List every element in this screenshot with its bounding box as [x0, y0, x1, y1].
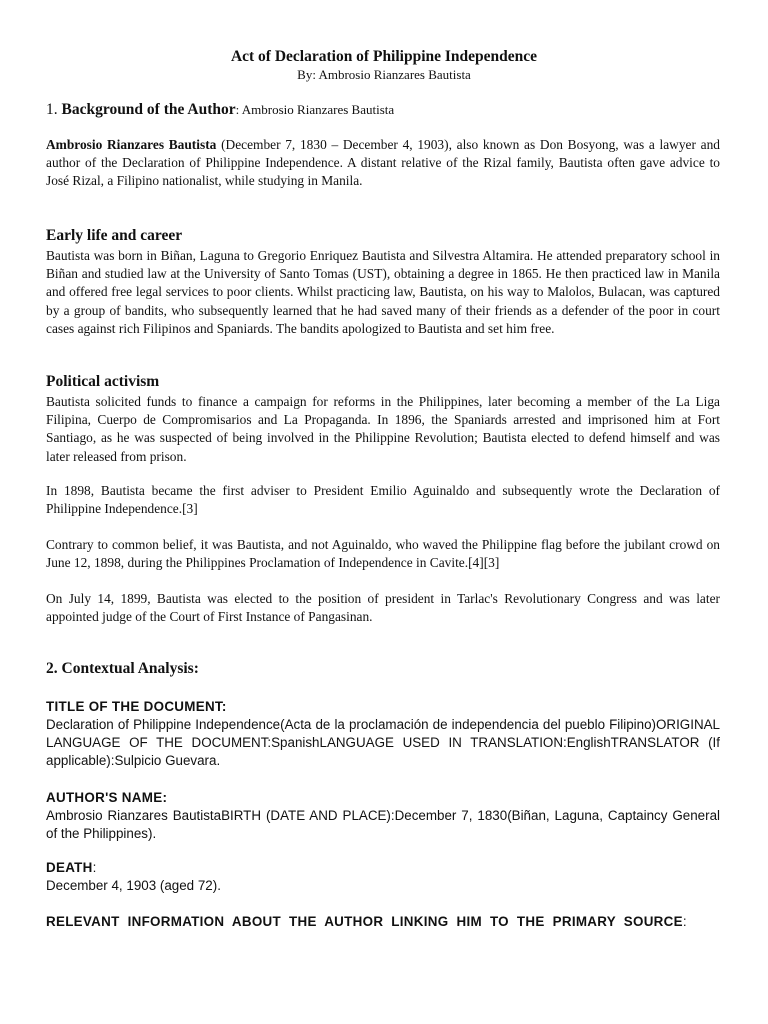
- relevant-info-label-row: [46, 913, 720, 931]
- section-2-heading: 2. Contextual Analysis:: [46, 660, 199, 677]
- death-label-row: [46, 860, 720, 875]
- early-life-paragraph: Bautista was born in Biñan, Laguna to Gregorio Enriquez Bautista and Silvestra Altamira. He attended preparatory school in Biñan and studied law at the University of Santo Tomas (UST), obtaining a degree in 1865. He then practiced law in Manila and offered free legal services to poor clients. Whilst practicing law, Bautista, on his way to Malolos, Bulacan, was captured by a group of bandits, who subsequently learned that he had saved many of their friends as a defender of the poor in court cases against rich Filipinos and Spaniards. The bandits apologized to Bautista and set him free.: [46, 248, 720, 336]
- political-paragraph-2: In 1898, Bautista became the first adviser to President Emilio Aguinaldo and subsequently wrote the Declaration of Philippine Independence.[3]: [46, 483, 720, 517]
- section-1-colon: :: [235, 102, 240, 117]
- political-paragraph-1: Bautista solicited funds to finance a campaign for reforms in the Philippines, later becoming a member of the La Liga Filipina, Cuerpo de Compromisarios and La Propaganda. In 1896, the Spaniards arrested and imprisoned him at Fort Santiago, as he was suspected of being involved in the Philippine Revolution; Bautista elected to defend himself and was later released from prison.: [46, 394, 720, 464]
- relevant-info-colon: :: [682, 914, 687, 929]
- authors-name-label: AUTHOR'S NAME:: [46, 790, 168, 805]
- document-byline: By: Ambrosio Rianzares Bautista: [297, 67, 471, 82]
- section-1-dot: .: [53, 101, 58, 118]
- political-paragraph-3: Contrary to common belief, it was Bautista, and not Aguinaldo, who waved the Philippine flag before the jubilant crowd on June 12, 1898, during the Philippines Proclamation of Independence in Cavite.[4][3]: [46, 537, 720, 571]
- title-of-document-value: Declaration of Philippine Independence(Acta de la proclamación de independencia del pueblo Filipino)ORIGINAL LANGUAGE OF THE DOCUMENT:SpanishLANGUAGE USED IN TRANSLATION:EnglishTRANSLATOR (If applicable):Sulpicio Guevara.: [46, 717, 720, 769]
- death-value: December 4, 1903 (aged 72).: [46, 878, 221, 893]
- bio-text: (December 7, 1830 – December 4, 1903), also known as Don Bosyong, was a lawyer and author of the Declaration of Philippine Independence. A distant relative of the Rizal family, Bautista often gave advice to José Rizal, a Filipino nationalist, while studying in Manila.: [46, 137, 720, 189]
- title-of-document-label: TITLE OF THE DOCUMENT:: [46, 699, 227, 714]
- relevant-info-label: RELEVANT INFORMATION ABOUT THE AUTHOR LINKING HIM TO THE PRIMARY SOURCE: [46, 914, 683, 929]
- death-colon: :: [92, 860, 97, 875]
- section-1-heading: [46, 101, 720, 119]
- political-paragraph-4: On July 14, 1899, Bautista was elected to the position of president in Tarlac's Revolutionary Congress and was later appointed judge of the Court of First Instance of Pangasinan.: [46, 591, 720, 625]
- early-life-heading: Early life and career: [46, 227, 183, 244]
- death-label: DEATH: [46, 860, 93, 875]
- section-1-subject: Ambrosio Rianzares Bautista: [239, 102, 395, 117]
- document-title: Act of Declaration of Philippine Independence: [230, 48, 538, 65]
- political-activism-heading: Political activism: [46, 373, 160, 390]
- authors-name-value: Ambrosio Rianzares BautistaBIRTH (DATE AND PLACE):December 7, 1830(Biñan, Laguna, Captaincy General of the Philippines).: [46, 808, 720, 842]
- bio-paragraph: [46, 136, 720, 191]
- section-1-title: Background of the Author: [57, 101, 236, 118]
- bio-name: Ambrosio Rianzares Bautista: [46, 137, 217, 152]
- section-1-number: 1: [46, 101, 54, 118]
